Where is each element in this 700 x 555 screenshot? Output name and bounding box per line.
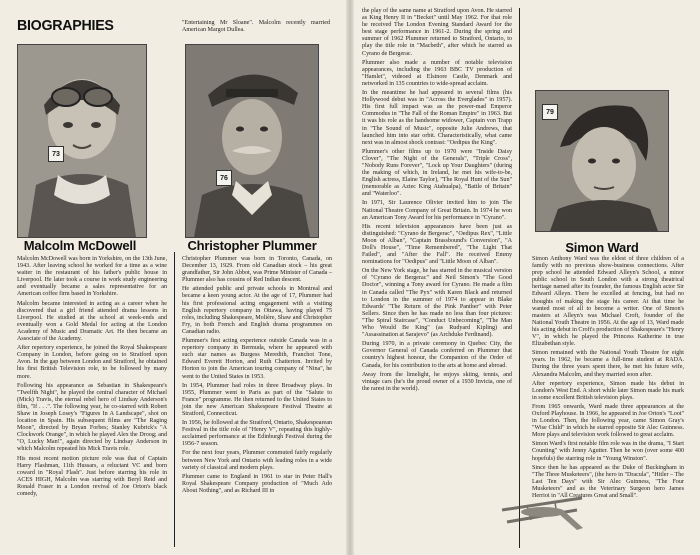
bio-paragraph: He attended public and private schools in Montreal and became a keen young actor. At the age of 17, Plummer had his first professional acting engagement with a visiting English repertory company in Ottawa, having played 75 roles, including Shakespeare, Molière, Shaw and Christopher Fry, in both French and English drama programmes on Canadian radio. <box>182 286 332 335</box>
bio-paragraph: "Entertaining Mr Sloane". Malcolm recently married American Margot Dullea. <box>182 20 330 34</box>
bio-paragraph: Plummer's other films up to 1970 were "Inside Daisy Clover", "The Night of the Generals", "Triple Cross", "Nobody Runs Forever", "Lock up Your Daughters" (during the making of which, in Ireland, he met his wife-to-be, English actress, Elaine Taylor), "The Royal Hunt of the Sun" (memorable as Aztec King Atahualpa), "Battle of Britain" and "Waterloo". <box>362 148 512 198</box>
bio-paragraph: After repertory experience, he joined the Royal Shakespeare Company in London, before going on to Stratford upon Avon. In the gap between London and Stratford, he obtained his first British Television role, to be followed by many more. <box>17 345 167 380</box>
bio-paragraph: His recent television appearances have been just as distinguished: "Cyrano de Bergerac", "Oedipus Rex", "Little Moon of Alban", "Captain Brassbound's Conversion", "A Doll's House", "Time Remembered", "The Light That Failed", and "After the Fall". He received Emmy nominations for "Oedipus" and "Little Moon of Alban". <box>362 223 512 266</box>
bio-paragraph: In 1971, Sir Laurence Olivier invited him to join The National Theatre Company of Great Britain. In 1974 he won an American Tony Award for his performance in "Cyrano". <box>362 200 512 221</box>
bio-paragraph: In 1956, he followed at the Stratford, Ontario, Shakespearean Festival in the title role of "Henry V", repeating this highly-acclaimed performance at the Edinburgh Festival during the 1956-7 season. <box>182 420 332 448</box>
bio-paragraph: During 1970, in a private ceremony in Quebec City, the Governor General of Canada conferred on Plummer that country's highest honour, the Companion of the Order of Canada, for his contribution to the arts at home and abroad. <box>362 341 512 369</box>
malcolm-mcdowell-bio <box>17 256 167 500</box>
bio-paragraph: His most recent motion picture role was that of Captain Harry Flashman, 11th Hussars, a reluctant VC and born coward in "Royal Flash". Just before starring his role in ACES HIGH, Malcolm was starring with Beryl Reid and Ronald Fraser in a London revival of Joe Orton's black comedy, <box>17 455 167 497</box>
christopher-plummer-bio-continued <box>362 8 512 395</box>
christopher-plummer-photo <box>185 44 319 238</box>
bio-paragraph: Plummer also made a number of notable television appearances, including the 1963 BBC TV production of "Hamlet", videoed at Elsinore Castle, Denmark and networked in 135 countries to wide-spread acclaim. <box>362 59 512 87</box>
bio-paragraph: On the New York stage, he has starred in the musical version of "Cyrano de Bergerac" and Neil Simon's "The Good Doctor", winning a Tony award for Cyrano. He made a film in Canada called "The Pyx" with Karen Black and returned to London in the summer of 1974 to appear in Blake Edwards' "The Return of the Pink Panther" with Peter Sellers. Since then he has made no less than four pictures: "The Spiral Staircase", "Conduct Unbecoming", "The Man Who Would Be King" (as Rudyard Kipling) and "Assassination at Sarajevo" (as Archduke Ferdinand). <box>362 268 512 339</box>
bio-paragraph: Simon Anthony Ward was the eldest of three children of a family with no previous show-business connections. After prep school he attended Edward Alleyn's School, a minor public school in South London with a strong theatrical heritage named after its founder, the famous English actor Sir Edward Alleyn. There he excelled at fencing, but had no thoughts of making the stage his career. At that time he wanted most of all to become a writer. One of Simon's masters at Alleyn's was Michael Croft, founder of the National Youth Theatre in 1956. At the age of 13, Ward made his acting debut in Croft's production of Shakespeare's "Henry V", in which he played the Princess Katherine in true Elizabethan style. <box>532 256 684 348</box>
malcolm-mcdowell-photo <box>17 44 147 238</box>
bio-paragraph: In the meantime he had appeared in several films (his Hollywood debut was in "Across the Everglades" in 1957). His first full impact was as the power-mad Emperor Commodus in "The Fall of the Roman Empire" in 1963. But it was his role as the handsome widower, Captain von Trapp in "The Sound of Music", opposite Julie Andrews, that launched him into star orbit. Characteristically, what came next was in almost shock contrast: "Oedipus the King". <box>362 90 512 146</box>
photo-badge-79: 79 <box>542 104 558 120</box>
bio-paragraph: Away from the limelight, he enjoys skiing, tennis, and vintage cars (he's the proud owner of a 1930 Invicta, one of the rarest in the world). <box>362 371 512 392</box>
photo-badge-73: 73 <box>48 146 64 162</box>
malcolm-mcdowell-name: Malcolm McDowell <box>23 238 137 253</box>
bio-paragraph: Simon Ward's first notable film role was in the drama, "I Start Counting" with Jenny Agutter. Then he won (over some 400 hopefuls) the starring role in "Young Winston". <box>532 441 684 462</box>
bio-paragraph: Following his appearance as Sebastian in Shakespeare's "Twelfth Night", he played the central character of Michael (Mick) Travis, the eternal rebel hero of Lindsay Anderson's film, "If . . .". The following year, he co-starred with Robert Shaw in Joseph Losey's "Figures In A Landscape", shot on location in Spain. His subsequent films are "The Raging Moon", directed by Bryan Forbes; Stanley Kubrick's "A Clockwork Orange", in which he played Alex the Droog; and "O, Lucky Man!", again directed by Lindsay Anderson in which Malcolm repeated his Mick Travis role. <box>17 382 167 453</box>
column-divider <box>174 252 175 547</box>
page-heading: BIOGRAPHIES <box>17 17 114 34</box>
bio-paragraph: After repertory experience, Simon made his debut in London's West End. A short while later Simon made his mark in some excellent British television plays. <box>532 380 684 401</box>
bio-paragraph: Plummer came to England in 1961 to star in Peter Hall's Royal Shakespeare Company production of "Much Ado About Nothing", and as Richard III in <box>182 473 332 494</box>
simon-ward-name: Simon Ward <box>565 240 639 255</box>
column-divider <box>519 8 520 548</box>
bio-paragraph: Simon remained with the National Youth Theatre for eight years. In 1962, he became a full-time student at RADA. During the three years spent there, he met his future wife, Alexandra Malcolm, and they married soon after. <box>532 350 684 378</box>
christopher-plummer-bio <box>182 256 332 497</box>
simon-ward-bio <box>532 256 684 502</box>
bio-paragraph: the play of the same name at Stratford upon Avon. He starred as King Henry II in "Becket" until May 1962. For that role he received The London Evening Standard Award for the best stage performance in 1961-2. During the spring and summer of 1962 Plummer returned to Stratford, Ontario, to play the title role in "Macbeth", after which he starred as Cyrano de Bergerac. <box>362 8 512 57</box>
photo-badge-76: 76 <box>216 170 232 186</box>
bio-paragraph: From 1965 onwards, Ward made three appearances at the Oxford Playhouse. In 1966, he appeared in Joe Orton's "Loot" in London. Then, the following year, came Simon Gray's "Wise Child" in which he starred opposite Sir Alec Guinness. More plays and television work followed to great acclaim. <box>532 403 684 439</box>
bio-paragraph: For the next four years, Plummer commuted fairly regularly between New York and Ontario with leading roles in a wide variety of classical and modern plays. <box>182 450 332 471</box>
bio-paragraph: Plummer's first acting experience outside Canada was in a repertory company in Bermuda, where he appeared with such star names as Burgess Meredith, Franchot Tone, Edward Everett Horton, and Ruth Chatterton. Invited by Horton to join the American touring company of "Nina", he went to the United States in 1953. <box>182 338 332 380</box>
bio-paragraph: Malcolm became interested in acting as a career when he discovered that a girl friend attended drama lessons in Liverpool. He studied at the school at week-ends and eventually won a Gold Medal for acting at the London Academy of Music and Dramatic Art. He then became an Associate of the Academy. <box>17 300 167 343</box>
bio-paragraph: In 1954, Plummer had roles in three Broadway plays. In 1955, Plummer went to Paris as part of the "Salute to France" programme. He then returned to the United States to join the new American Shakespeare Festival Theatre at Stratford, Connecticut. <box>182 382 332 417</box>
biplane-illustration <box>497 470 587 540</box>
bio-paragraph: Since then he has appeared as the Duke of Buckingham in "The Three Musketeers", (the hero in "Dracula", "Hitler – The Last Ten Days" with Sir Alec Guinness, "The Four Musketeers" and as the Veterinary Surgeon hero James Herriot in "All Creatures Great and Small". <box>532 464 684 499</box>
christopher-plummer-name: Christopher Plummer <box>187 238 317 253</box>
bio-paragraph: Malcolm McDowell was born in Yorkshire, on the 13th June, 1943. After leaving school he worked for a time as a wine waiter in the restaurant of his father's public house in Liverpool. He later took a course in work study engineering and eventually became a sales representative for an American coffee firm based in Yorkshire. <box>17 256 167 298</box>
malcolm-mcdowell-bio-continued <box>182 20 330 36</box>
bio-paragraph: Christopher Plummer was born in Toronto, Canada, on December 13, 1929. From old Canadian stock – his great grandfather, Sir John Abbot, was Prime Minister of Canada – Plummer also has cousins of Red Indian descent. <box>182 256 332 284</box>
